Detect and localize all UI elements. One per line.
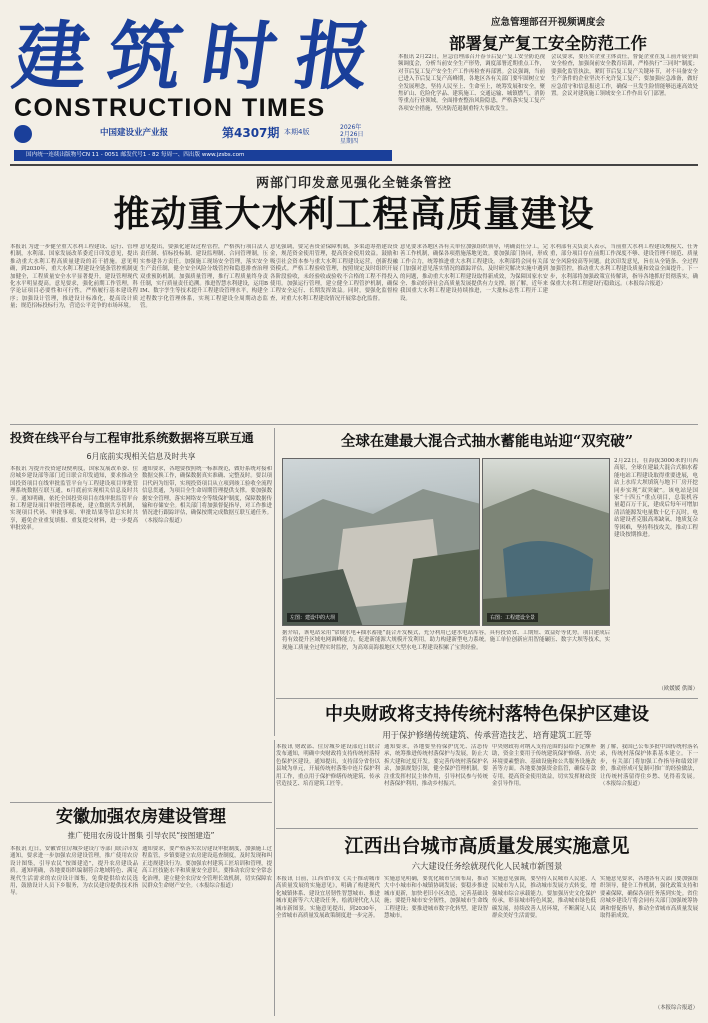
top-right-kicker: 应急管理部召开视频调度会 [490,17,605,28]
emblem-icon [14,125,32,143]
villages-col-4: 据了解，我国已公布多批中国传统村落名录，传统村落保护体系基本建立。下一步，有关部门将加强工作指导和绩效评价，推动形成可复制可推广的经验做法，让传统村落留得住乡愁、见得着发展。（本报综合报道） [600,744,698,788]
investment-headline: 投资在线平台与工程审批系统数据将互联互通 [10,431,254,445]
jiangxi-headline: 江西出台城市高质量发展实施意见 [344,835,630,857]
jiangxi-col-1: 本报讯 日前，江西省印发《关于推动城市高质量发展的实施意见》，明确了构建现代化城镇体系、建设宜居韧性智慧城市、推进城市更新等六大建设任务，绘就现代化人民城市新图景。实施意见提出，到2030年，全省城市高质量发展政策制度进一步完善。 [276,876,380,920]
dam-photo-caption: 左图：建设中的大坝 [287,613,338,622]
jiangxi-subhead: 六大建设任务绘就现代化人民城市新图景 [411,861,563,871]
investment-col-1: 本报讯 为提升投资建设便利度，国家发展改革委、住房城乡建设部等部门近日联合印发通知，要求推动全国投资项目在线审批监管平台与工程建设项目审批管理系统数据互联互通，6月底前实现相关信息及时共享。通知明确，依托全国投资项目在线审批监管平台和工程建设项目审批管理系统，建立数据共享机制，实现项目代码、审批事项、审批结果等信息实时共享，避免企业重复填报、重复提交材料，进一步提高审批效率。 [10,466,138,532]
villages-col-3: 中央财政将对纳入支持范围的县给予定额补助，资金主要用于传统建筑保护修缮、历史环境要素整治、基础设施和公共服务设施改善等方面。各地要加强资金监管，确保专款专用，提高资金使用效益，切实发挥财政资金引导作用。 [492,744,596,788]
issue-number: 第4307期 [222,126,280,140]
pumped-storage-credit: （欧媛媛 供图） [658,686,698,692]
lead-col-4: 意见要求各地区各有关单位加强组织领导，明确责任分工，完善工作机制，确保各项措施落地见效。要加强部门协同，形成工作合力，统筹推进重大水利工程建设。水利部将会同有关部门加强对意见落实情况的跟踪评估，及时研究解决实施中遇到的问题，推动重大水利工程建设取得新成效，为保障国家水安全、推动经济社会高质量发展提供有力支撑。据了解，近年来我国重大水利工程建设持续推进，一大批标志性工程开工建设。 [400,244,548,302]
pumped-storage-panel [276,428,698,694]
anhui-subhead: 推广使用农房设计图集 引导农民“按图建造” [67,831,215,840]
investment-subhead: 6月底前实现相关信息及时共享 [86,452,196,461]
anhui-col-1: 本报讯 近日，安徽省住房城乡建设厅等部门联合印发通知，要求进一步加强农房建设管理，推广使用农房设计图集，引导农民“按图建造”，提升农房建设品质。通知明确，各地要组织编制符合地域特色、满足现代生活需求的农房设计图集，免费提供给农民选用，鼓励设计人员下乡服务，为农民建房提供技术指导。 [10,846,138,897]
lead-divider [10,424,698,425]
masthead-logo [7,14,384,104]
dam-photo [282,458,480,626]
logo-english: CONSTRUCTION TIMES [14,94,326,122]
logo-char-3: 时 [195,14,283,100]
site-photo-art [483,459,610,626]
jiangxi-col-2: 实施意见明确，要优化城市空间布局，推动大中小城市和小城镇协调发展；要稳步推进城市更新，加快老旧小区改造，完善基础设施；要提升城市安全韧性，加强城市生命线工程建设；要推进城市数字化转型，建设智慧城市。 [384,876,488,920]
jiangxi-col-4: 实施意见要求，各地各有关部门要加强组织领导，健全工作机制，强化政策支持和要素保障，确保各项任务落到实处。省住房城乡建设厅将会同有关部门加强统筹协调和督促指导，推动全省城市高质量发展取得新成效。 [600,876,698,920]
lead-col-5: 水利部有关负责人表示，当前重大水利工程建设规模大、任务重，部分项目存在前期工作深度不够、建设管理不规范、质量安全风险较高等问题。此次印发意见，旨在从全链条、全过程加强管控，推动重大水利工程建设质量和效益全面提升。下一步，水利部将加强政策宣传解读，指导各地抓好贯彻落实，确保重大水利工程建设行稳致远。（本报综合报道） [550,244,698,288]
jiangxi-col-3: 实施意见强调，要坚持人民城市人民建、人民城市为人民，推动城市发展方式转变，增强城市综合承载能力。要加强历史文化保护传承，彰显城市特色风貌，推动城市绿色低碳发展，持续改善人居环境，不断满足人民群众美好生活需要。 [492,876,596,920]
pumped-storage-headline: 全球在建最大混合式抽水蓄能电站迎“双究破” [340,433,634,450]
info-strip [14,150,392,161]
top-right-headline: 部署复产复工安全防范工作 [449,34,647,53]
anhui-headline: 安徽加强农房建设管理 [56,807,226,827]
masthead-divider [10,164,698,166]
lead-kicker: 两部门印发意见强化全链条管控 [255,176,452,191]
logo-char-2: 筑 [101,14,189,100]
pumped-storage-body: 2月22日，在海拔3000米的川西高原，全球在建最大混合式抽水蓄能电站工程建设取得重要进展，电站上水库大坝填筑与地下厂房开挖同步实现“双突破”。该电站是国家“十四五”重点项目，总装机容量超百万千瓦，建成后每年可增加清洁能源发电量数十亿千瓦时。电站建设者克服高寒缺氧、地质复杂等困难，坚持科技攻关，推动工程建设按期推进。 [614,458,698,539]
villages-top-rule [276,698,698,699]
lead-col-2: 意见提出，要强化建设过程管控，严格执行项目法人责任制、招标投标制、建设监理制、合同管理制，压实参建各方责任。加强施工现场安全管理，落实安全生产责任制，健全安全风险分级管控和隐患排查治理双重预防机制。加强质量管理，推行工程质量终身责任制，实行质量责任追溯。推进智慧水利建设，运用BIM、数字孪生等技术提升工程建设管理水平，构建全过程数字化管理体系，实现工程建设全周期动态监管。 [140,244,268,310]
publisher: 中国建设业产业报 [100,128,169,138]
lead-headline: 推动重大水利工程高质量建设 [113,194,595,235]
villages-col-2: 通知要求，各地要坚持保护优先、活态传承，统筹推进传统村落保护与发展，防止大拆大建和过度开发。要完善传统村落保护名录，加强规划引领，健全保护管理机制。要注重发挥村民主体作用，引导村民参与传统村落保护利用，推动乡村振兴。 [384,744,488,788]
date-year: 2026年 [340,124,362,131]
villages-subhead: 用于保护修缮传统建筑、传承营造技艺、培育建筑工匠等 [382,730,592,740]
top-right-body: 本报讯 2月22日，应急管理部召开春节后复产复工安全防范视频调度会，分析当前安全生产形势，调度部署近期重点工作，对节后复工复产安全生产工作再检查再部署。会议强调，当前已进入节后复工复产高峰期，各地区各有关部门要牢固树立安全发展理念，坚持人民至上、生命至上，统筹发展和安全，聚焦矿山、危险化学品、建筑施工、交通运输、城镇燃气、消防等重点行业领域，全面排查整治风险隐患，严格落实复工复产各项安全措施，坚决防范遏制重特大事故发生。 [398,54,545,112]
page-count: 本期4版 [284,128,310,136]
date-weekday: 星期四 [340,138,359,145]
masthead [0,0,708,162]
masthead-meta [14,124,392,146]
logo-char-1: 建 [7,14,95,100]
anhui-col-2: 通知要求，要严格落实农房建设审批制度，加强施工过程监管，乡镇要建立农房建设巡查制度，及时发现和纠正违规建设行为。要加强农村建筑工匠培训和管理，提高工匠技能水平和质量安全意识。要推动农房安全常态化治理，建立健全农房安全管理长效机制，切实保障农民群众生命财产安全。（本报综合报道） [142,846,272,890]
mid-column-divider-2 [274,740,275,1016]
villages-headline: 中央财政将支持传统村落特色保护区建设 [325,704,649,725]
anhui-top-rule [10,802,272,803]
lead-col-1: 本报讯 为进一步健全重大水利工程建设、运行、管理机制，水利部、国家发展改革委近日印发意见，提出推动重大水利工程高质量建设的若干措施。意见明确，到2030年，重大水利工程建设全链条管控机制更加健全，工程质量安全水平显著提升，建设管理现代化水平明显提高。意见要求，强化前期工作管理，科学论证项目必要性和可行性，严格履行基本建设程序；加强设计管理，推进设计标准化，提高设计质量；规范招标投标行为，营造公平竞争的市场环境。 [10,244,138,310]
investment-col-2: 通知要求，各地要按照统一标准规范，做好系统对接和数据交换工作，确保数据真实准确、完整及时。要以项目代码为纽带，实现投资项目从立项到竣工验收全流程信息贯通，为项目全生命周期管理提供支撑。要加强数据安全管理，落实网络安全等级保护制度，保障数据传输和存储安全。相关部门将加强督促指导，对工作推进情况进行跟踪评估，确保按期完成数据互联互通任务。（本报综合报道） [142,466,272,524]
pumped-storage-lower: 据介绍，该电站采用“常规水电+抽水蓄能”混合开发模式，充分利用已建水电站库容，具有投资省、工期短、效益好等优势。项目建成后将有效提升区域电网调峰能力，促进新能源大规模开发利用，助力构建新型电力系统。施工单位创新应用智能碾压、数字大坝等技术，实现施工质量全过程实时监控，为高寒高海拔地区大型水电工程建设积累了宝贵经验。 [282,630,610,651]
mid-column-divider-1 [274,428,275,736]
jiangxi-top-rule [276,828,698,829]
date-day: 2月26日 [340,131,364,138]
site-photo-caption: 右图：工程建设全景 [487,613,538,622]
villages-col-1: 本报讯 财政部、住房城乡建设部近日联合发布通知，明确中央财政将支持传统村落特色保护区建设。通知提出，支持部分省份以县域为单元，开展传统村落集中连片保护利用工作，重点用于保护修缮传统建筑、传承营造技艺、培育建筑工匠等。 [276,744,380,788]
site-photo [482,458,610,626]
top-right-body-2: 会议要求，要压实企业主体责任，督促企业在复工前开展全面安全检查，加强岗前安全教育培训，严格执行“三同时”制度；要强化监管执法，紧盯节后复工复产关键环节，对不具备安全生产条件的企业坚决不允许复工复产；要加强应急准备，做好应急值守和信息报送工作，确保一旦发生险情能够迅速高效处置。会议对建筑施工领域安全工作作出专门部署。 [551,54,698,98]
page-footer-note: （本报综合报道） [654,1005,698,1011]
logo-char-4: 报 [289,14,377,100]
info-strip-text: 国内统一连续出版物号CN 11 - 0051 邮发代号1 - 82 每周一、四出版 www.jzsbs.com [26,152,245,158]
lead-col-3: 意见强调，要完善资金保障机制，多渠道筹措建设资金，规范资金使用管理，提高资金使用效益。鼓励和吸引社会资本参与重大水利工程建设运营，创新投融资模式。严格工程验收管理，按照规定及时组织开展各阶段验收，未经验收或验收不合格的工程不得投入使用。加强运行管理，建立健全工程管护机制，确保工程安全运行、长期发挥效益。同时，要强化监督检查，对重大水利工程建设情况开展常态化监督。 [270,244,398,302]
dam-photo-art [283,459,480,626]
issue-date [340,124,363,145]
